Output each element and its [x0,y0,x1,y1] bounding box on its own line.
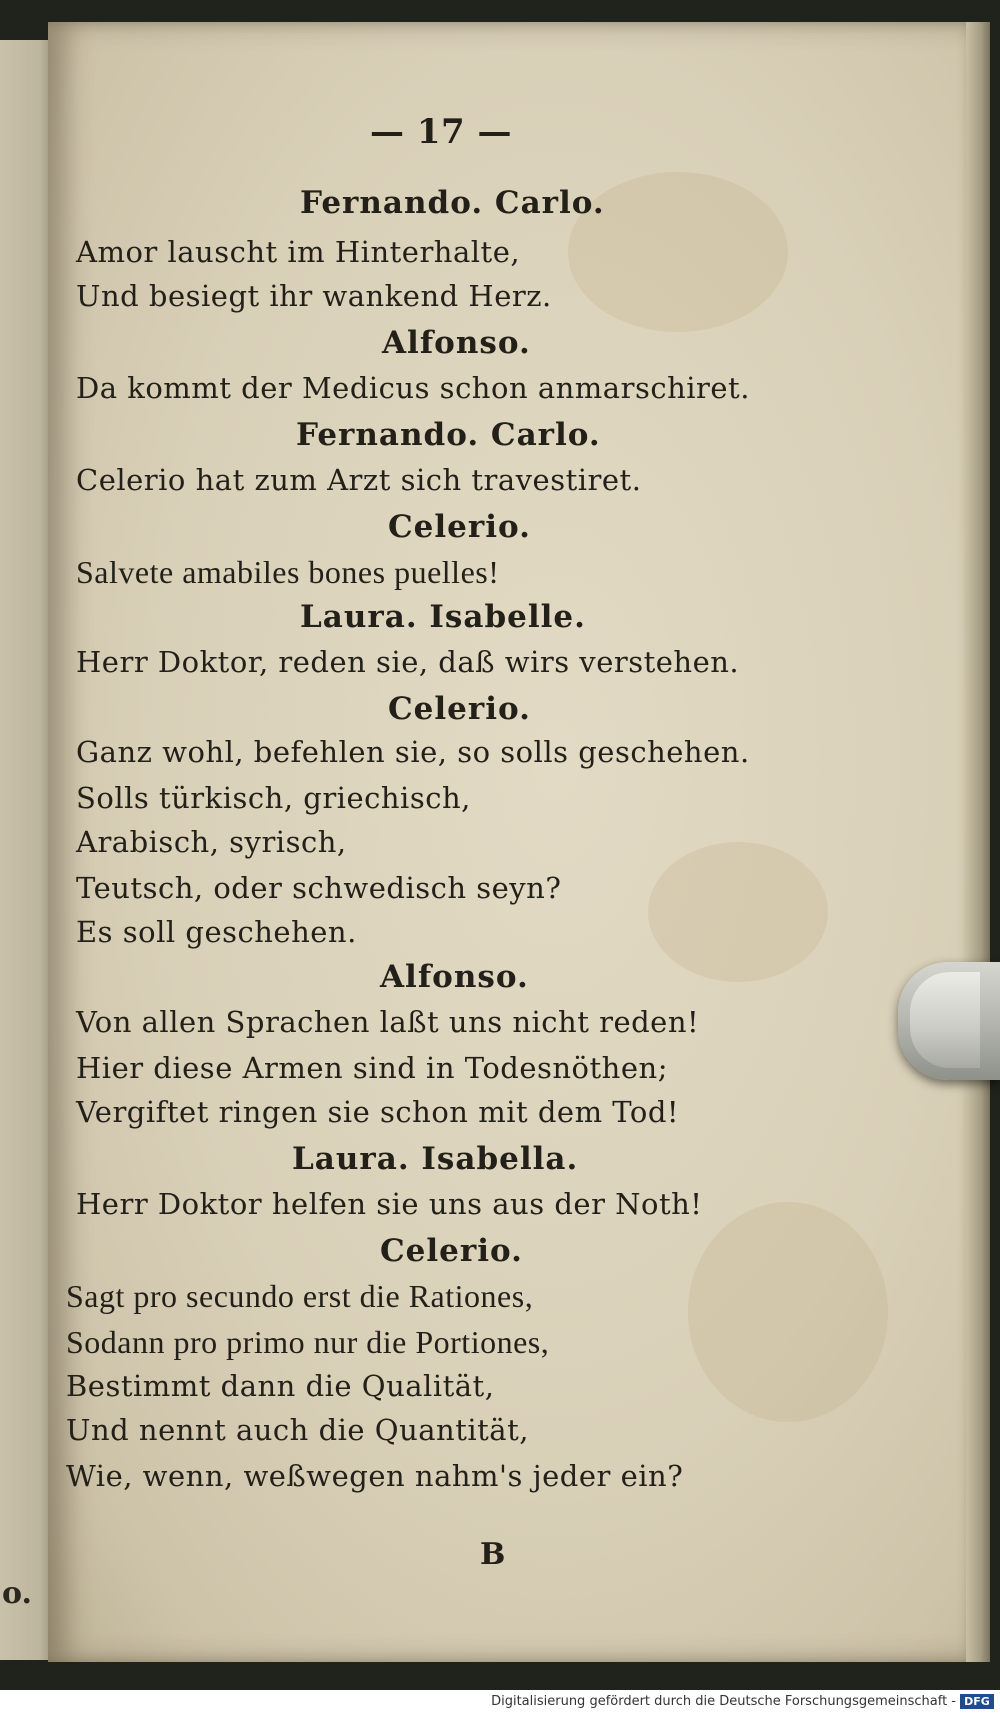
verse-line: Sagt pro secundo erst die Rationes, [66,1278,534,1314]
signature-mark: B [480,1537,506,1572]
speaker-heading: Laura. Isabella. [292,1141,579,1177]
speaker-heading: Celerio. [388,509,531,545]
page-number: — 17 — [370,112,512,152]
dfg-logo-icon[interactable]: DFG [960,1694,994,1709]
verse-line: Hier diese Armen sind in Todesnöthen; [76,1051,668,1085]
speaker-heading: Alfonso. [382,325,531,361]
verse-line: Es soll geschehen. [76,915,357,949]
verse-line: Vergiftet ringen sie schon mit dem Tod! [76,1095,680,1129]
verse-line: Teutsch, oder schwedisch seyn? [76,871,562,905]
verse-line: Herr Doktor helfen sie uns aus der Noth! [76,1187,703,1221]
footer-credit: Digitalisierung gefördert durch die Deutsche Forschungsgemeinschaft - [491,1694,956,1709]
speaker-heading: Laura. Isabelle. [300,599,586,635]
verse-line: Herr Doktor, reden sie, daß wirs verstehen. [76,645,740,679]
verse-line: Da kommt der Medicus schon anmarschiret. [76,371,750,405]
speaker-heading: Alfonso. [380,959,529,995]
verse-line: Wie, wenn, weßwegen nahm's jeder ein? [66,1459,684,1493]
verse-line: Arabisch, syrisch, [76,825,347,859]
verse-line: Bestimmt dann die Qualität, [66,1369,495,1403]
left-page-fragment: o. [2,1576,32,1611]
verse-line: Celerio hat zum Arzt sich travestiret. [76,463,642,497]
verse-line: Solls türkisch, griechisch, [76,781,471,815]
speaker-heading: Celerio. [380,1233,523,1269]
speaker-heading: Celerio. [388,691,531,727]
verse-line: Ganz wohl, befehlen sie, so solls geschehen. [76,735,750,769]
verse-line: Sodann pro primo nur die Portiones, [66,1324,550,1360]
verse-line: Salvete amabiles bones puelles! [76,554,500,590]
verse-line: Von allen Sprachen laßt uns nicht reden! [76,1005,700,1039]
digitization-footer [0,1690,1000,1714]
verse-line: Amor lauscht im Hinterhalte, [76,235,521,269]
speaker-heading: Fernando. Carlo. [300,185,605,221]
verse-line: Und besiegt ihr wankend Herz. [76,279,552,313]
verse-line: Und nennt auch die Quantität, [66,1413,529,1447]
speaker-heading: Fernando. Carlo. [296,417,601,453]
